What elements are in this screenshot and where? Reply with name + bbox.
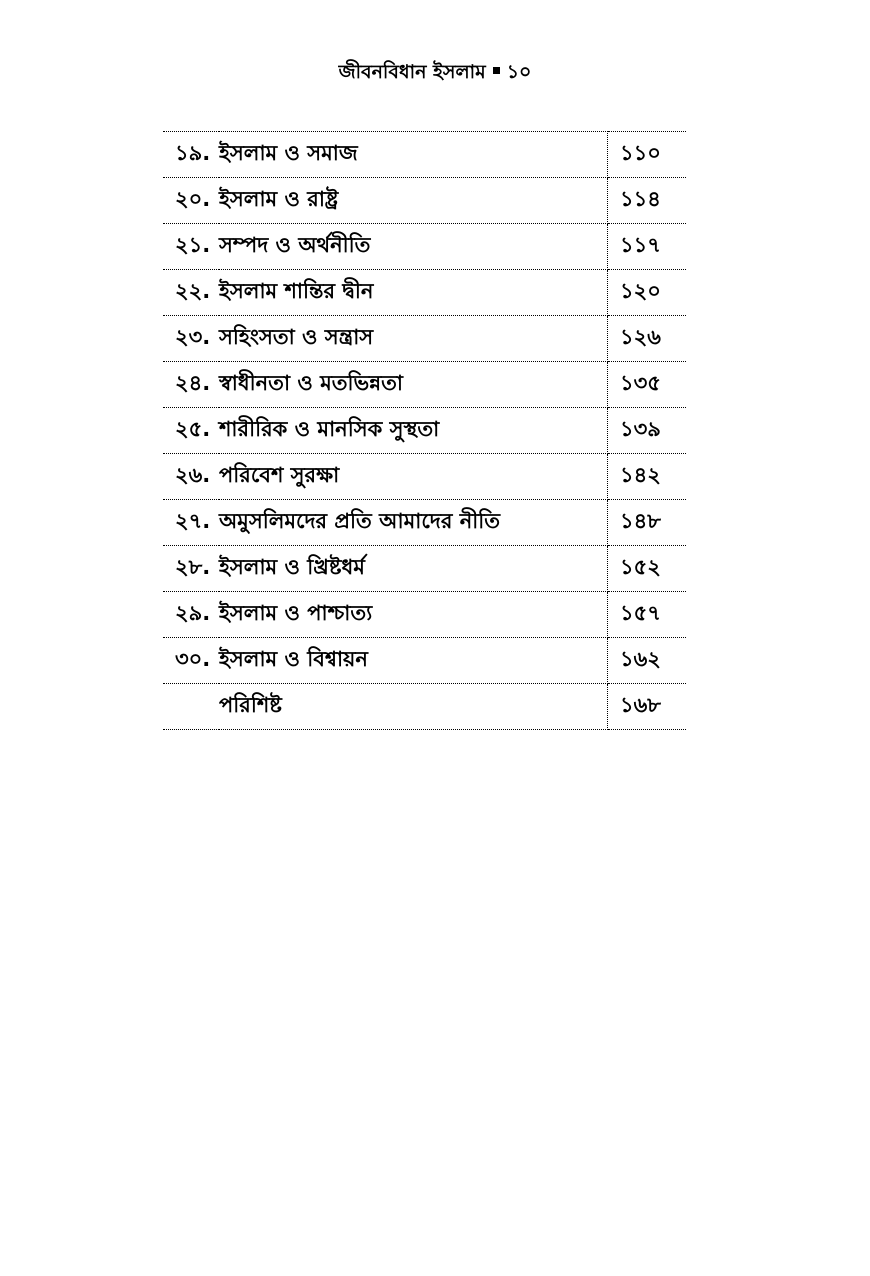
chapter-page: ১৬২ xyxy=(608,638,687,684)
chapter-title: সহিংসতা ও সন্ত্রাস xyxy=(219,316,608,362)
toc-row[interactable] xyxy=(163,132,686,178)
chapter-title: ইসলাম ও পাশ্চাত্য xyxy=(219,592,608,638)
chapter-number: ২১. xyxy=(163,224,219,270)
chapter-number: ২৮. xyxy=(163,546,219,592)
chapter-title: ইসলাম ও বিশ্বায়ন xyxy=(219,638,608,684)
chapter-number: ২২. xyxy=(163,270,219,316)
chapter-page: ১১৪ xyxy=(608,178,687,224)
chapter-title: ইসলাম ও সমাজ xyxy=(219,132,608,178)
toc-row[interactable] xyxy=(163,224,686,270)
toc-row[interactable] xyxy=(163,546,686,592)
chapter-title: অমুসলিমদের প্রতি আমাদের নীতি xyxy=(219,500,608,546)
toc-row[interactable] xyxy=(163,592,686,638)
chapter-title: পরিবেশ সুরক্ষা xyxy=(219,454,608,500)
separator-square-icon xyxy=(493,67,500,74)
chapter-title: সম্পদ ও অর্থনীতি xyxy=(219,224,608,270)
chapter-title: ইসলাম ও খ্রিষ্টধর্ম xyxy=(219,546,608,592)
chapter-number: ২০. xyxy=(163,178,219,224)
toc-row[interactable] xyxy=(163,500,686,546)
chapter-number: ২৬. xyxy=(163,454,219,500)
page-number: ১০ xyxy=(506,61,532,83)
chapter-number: ২৫. xyxy=(163,408,219,454)
chapter-number: ২৯. xyxy=(163,592,219,638)
chapter-page: ১৬৮ xyxy=(608,684,687,730)
chapter-page: ১৪৮ xyxy=(608,500,687,546)
chapter-number: ১৯. xyxy=(163,132,219,178)
toc-row-appendix[interactable] xyxy=(163,684,686,730)
chapter-number: ২৩. xyxy=(163,316,219,362)
toc-row[interactable] xyxy=(163,362,686,408)
toc-row[interactable] xyxy=(163,178,686,224)
chapter-page: ১১৭ xyxy=(608,224,687,270)
chapter-number: ২৭. xyxy=(163,500,219,546)
chapter-number: ২৪. xyxy=(163,362,219,408)
chapter-title: পরিশিষ্ট xyxy=(219,684,608,730)
toc-row[interactable] xyxy=(163,454,686,500)
toc-row[interactable] xyxy=(163,270,686,316)
book-title: জীবনবিধান ইসলাম xyxy=(338,61,486,83)
toc-row[interactable] xyxy=(163,408,686,454)
chapter-page: ১২৬ xyxy=(608,316,687,362)
chapter-page: ১৪২ xyxy=(608,454,687,500)
chapter-page: ১৩৯ xyxy=(608,408,687,454)
chapter-page: ১৩৫ xyxy=(608,362,687,408)
chapter-page: ১২০ xyxy=(608,270,687,316)
chapter-number xyxy=(163,684,219,730)
table-of-contents xyxy=(163,131,686,730)
toc-row[interactable] xyxy=(163,638,686,684)
running-header xyxy=(0,60,870,84)
chapter-title: ইসলাম শান্তির দ্বীন xyxy=(219,270,608,316)
chapter-title: স্বাধীনতা ও মতভিন্নতা xyxy=(219,362,608,408)
chapter-title: ইসলাম ও রাষ্ট্র xyxy=(219,178,608,224)
chapter-page: ১৫২ xyxy=(608,546,687,592)
chapter-page: ১১০ xyxy=(608,132,687,178)
chapter-number: ৩০. xyxy=(163,638,219,684)
toc-row[interactable] xyxy=(163,316,686,362)
chapter-page: ১৫৭ xyxy=(608,592,687,638)
chapter-title: শারীরিক ও মানসিক সুস্থতা xyxy=(219,408,608,454)
